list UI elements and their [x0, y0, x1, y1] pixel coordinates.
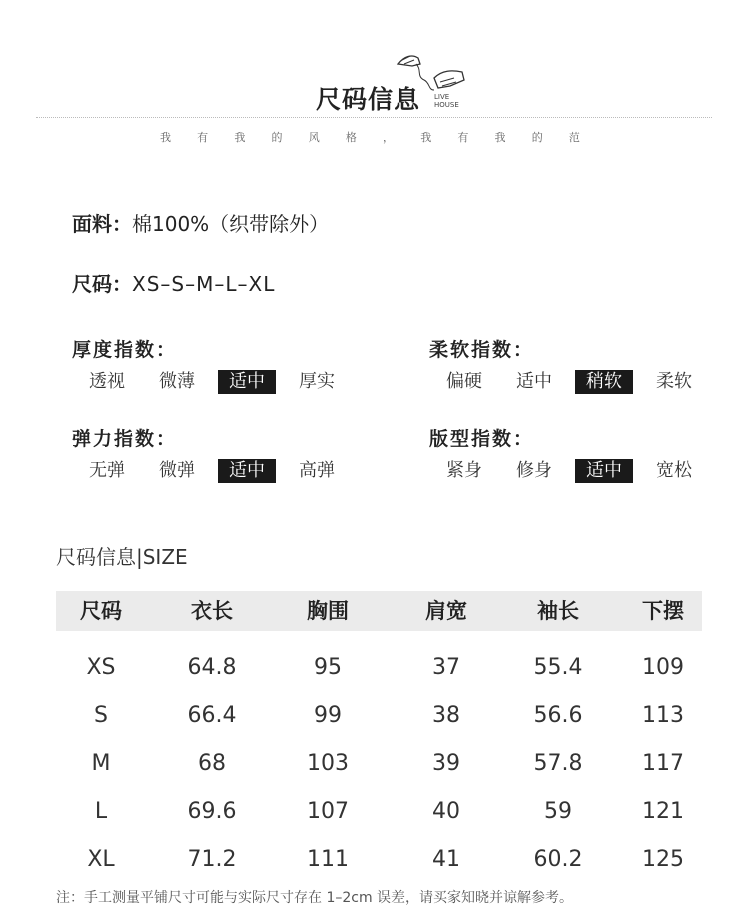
- slogan: 我 有 我 的 风 格 ， 我 有 我 的 范: [160, 131, 580, 144]
- option-item: 厚实: [299, 371, 335, 392]
- table-cell: M: [91, 751, 111, 776]
- option-item: 修身: [516, 460, 552, 481]
- thickness-index: 厚度指数： 透视 微薄 适中 厚实: [72, 335, 352, 394]
- table-cell: 41: [432, 847, 460, 872]
- softness-index: 柔软指数： 偏硬 适中 稍软 柔软: [429, 335, 709, 394]
- table-cell: XL: [87, 847, 115, 872]
- option-item: 微薄: [159, 371, 195, 392]
- fit-index: 版型指数： 紧身 修身 适中 宽松: [429, 424, 709, 483]
- table-cell: S: [94, 703, 108, 728]
- size-table-title: 尺码信息|SIZE: [56, 545, 188, 569]
- column-header: 肩宽: [425, 599, 467, 623]
- table-cell: 39: [432, 751, 460, 776]
- table-cell: L: [94, 799, 108, 824]
- sizes-line: 尺码：XS–S–M–L–XL: [72, 272, 276, 296]
- table-cell: 66.4: [187, 703, 237, 728]
- option-item-selected: 适中: [218, 459, 276, 483]
- option-item-selected: 稍软: [575, 370, 633, 394]
- table-cell: XS: [86, 655, 116, 680]
- table-cell: 64.8: [187, 655, 237, 680]
- option-item-selected: 适中: [218, 370, 276, 394]
- softness-options: [429, 370, 709, 394]
- fit-options: [429, 459, 709, 483]
- table-cell: 113: [642, 703, 684, 728]
- table-cell: 59: [544, 799, 572, 824]
- table-cell: 71.2: [187, 847, 237, 872]
- option-item: 偏硬: [446, 371, 482, 392]
- table-cell: 68: [198, 751, 226, 776]
- table-cell: 111: [307, 847, 349, 872]
- table-header: [56, 591, 702, 631]
- option-item-selected: 适中: [575, 459, 633, 483]
- option-item: 适中: [516, 371, 552, 392]
- option-item: 高弹: [299, 460, 335, 481]
- table-cell: 125: [642, 847, 684, 872]
- option-item: 透视: [89, 371, 125, 392]
- option-item: 无弹: [89, 460, 125, 481]
- page-title: 尺码信息: [316, 85, 421, 114]
- table-cell: 57.8: [533, 751, 583, 776]
- elasticity-index: 弹力指数： 无弹 微弹 适中 高弹: [72, 424, 352, 483]
- column-header: 下摆: [642, 599, 684, 623]
- table-cell: 109: [642, 655, 684, 680]
- option-item: 柔软: [656, 371, 692, 392]
- table-cell: 117: [642, 751, 684, 776]
- brand-text: LIVE HOUSE: [434, 93, 459, 109]
- table-cell: 40: [432, 799, 460, 824]
- elasticity-options: [72, 459, 352, 483]
- column-header: 胸围: [307, 599, 349, 623]
- fabric-line: 面料：棉100%（织带除外）: [72, 212, 330, 236]
- option-item: 紧身: [446, 460, 482, 481]
- option-item: 微弹: [159, 460, 195, 481]
- table-cell: 121: [642, 799, 684, 824]
- column-header: 袖长: [537, 599, 579, 623]
- table-row: [56, 847, 702, 877]
- table-cell: 107: [307, 799, 349, 824]
- option-item: 宽松: [656, 460, 692, 481]
- table-row: [56, 655, 702, 685]
- measurement-note: 注：手工测量平铺尺寸可能与实际尺寸存在 1–2cm 误差，请买家知晓并谅解参考。: [56, 890, 574, 906]
- table-row: [56, 799, 702, 829]
- table-cell: 99: [314, 703, 342, 728]
- table-cell: 103: [307, 751, 349, 776]
- dotted-divider: [36, 117, 712, 118]
- table-cell: 56.6: [533, 703, 583, 728]
- table-cell: 95: [314, 655, 342, 680]
- table-cell: 38: [432, 703, 460, 728]
- table-cell: 60.2: [533, 847, 583, 872]
- table-row: [56, 751, 702, 781]
- table-cell: 37: [432, 655, 460, 680]
- table-cell: 69.6: [187, 799, 237, 824]
- column-header: 衣长: [191, 599, 233, 623]
- thickness-options: [72, 370, 352, 394]
- table-row: [56, 703, 702, 733]
- column-header: 尺码: [80, 599, 122, 623]
- table-cell: 55.4: [533, 655, 583, 680]
